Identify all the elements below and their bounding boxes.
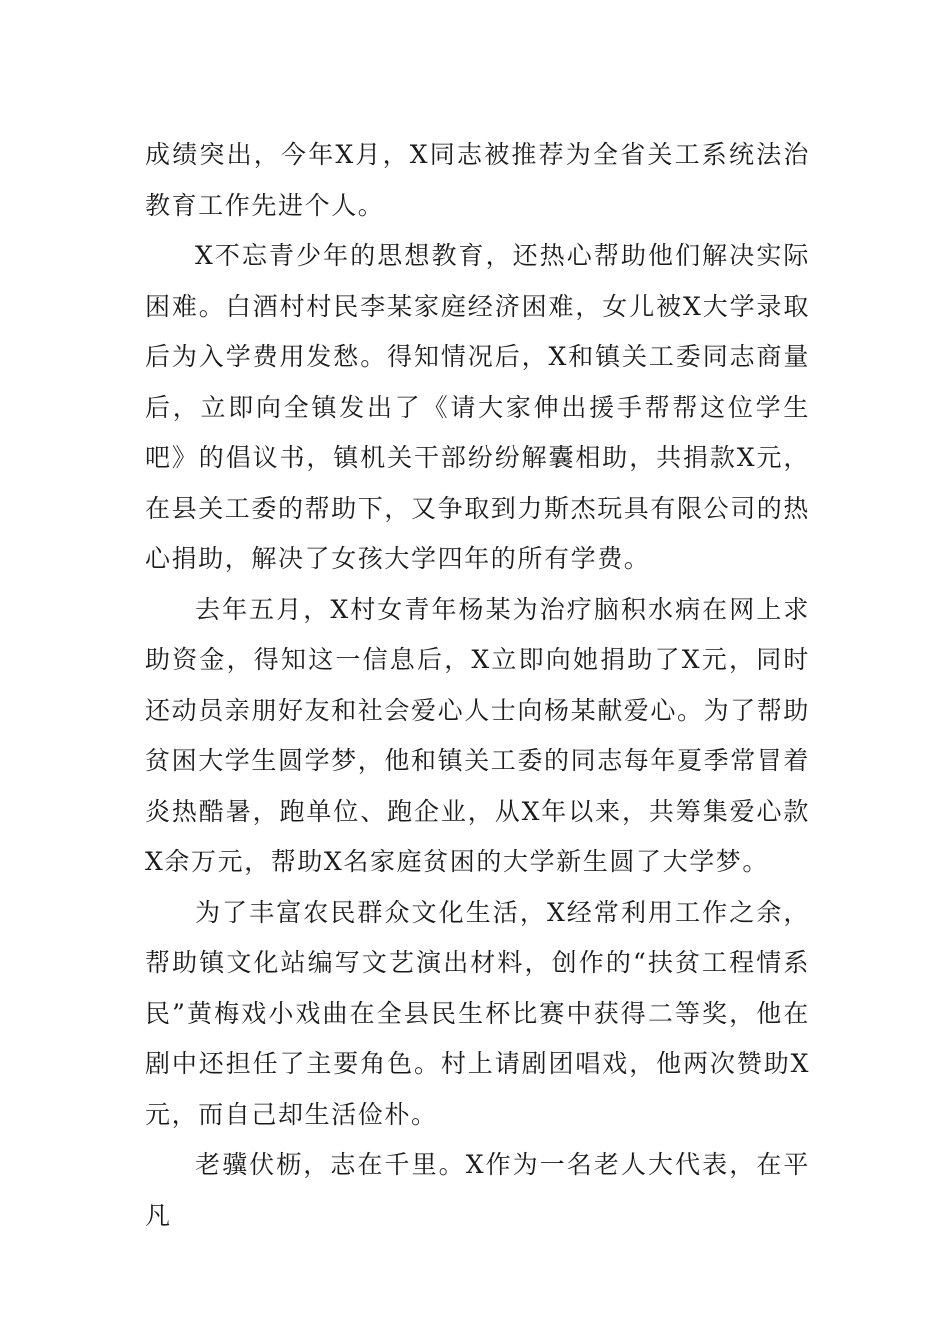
paragraph-1: 成绩突出，今年X月，X同志被推荐为全省关工系统法治教育工作先进个人。 <box>145 140 810 220</box>
document-body <box>145 130 810 1241</box>
paragraph-3: 去年五月，X村女青年杨某为治疗脑积水病在网上求助资金，得知这一信息后，X立即向她捐助了X元，同时还动员亲朋好友和社会爱心人士向杨某献爱心。为了帮助贫困大学生圆学梦，他和镇关工委的同志每年夏季常冒着炎热酷暑，跑单位、跑企业，从X年以来，共筹集爱心款X余万元，帮助X名家庭贫困的大学新生圆了大学梦。 <box>145 594 811 876</box>
paragraph-2: X不忘青少年的思想教育，还热心帮助他们解决实际困难。白酒村村民李某家庭经济困难，女儿被X大学录取后为入学费用发愁。得知情况后，X和镇关工委同志商量后，立即向全镇发出了《请大家伸出援手帮帮这位学生吧》的倡议书，镇机关干部纷纷解囊相助，共捐款X元，在县关工委的帮助下，又争取到力斯杰玩具有限公司的热心捐助，解决了女孩大学四年的所有学费。 <box>145 241 811 573</box>
paragraph-5: 老骥伏枥，志在千里。X作为一名老人大代表，在平凡 <box>145 1150 810 1230</box>
paragraph-4: 为了丰富农民群众文化生活，X经常利用工作之余，帮助镇文化站编写文艺演出材料，创作的“扶贫工程情系民”黄梅戏小戏曲在全县民生杯比赛中获得二等奖，他在剧中还担任了主要角色。村上请剧团唱戏，他两次赞助X元，而自己却生活俭朴。 <box>145 897 810 1129</box>
